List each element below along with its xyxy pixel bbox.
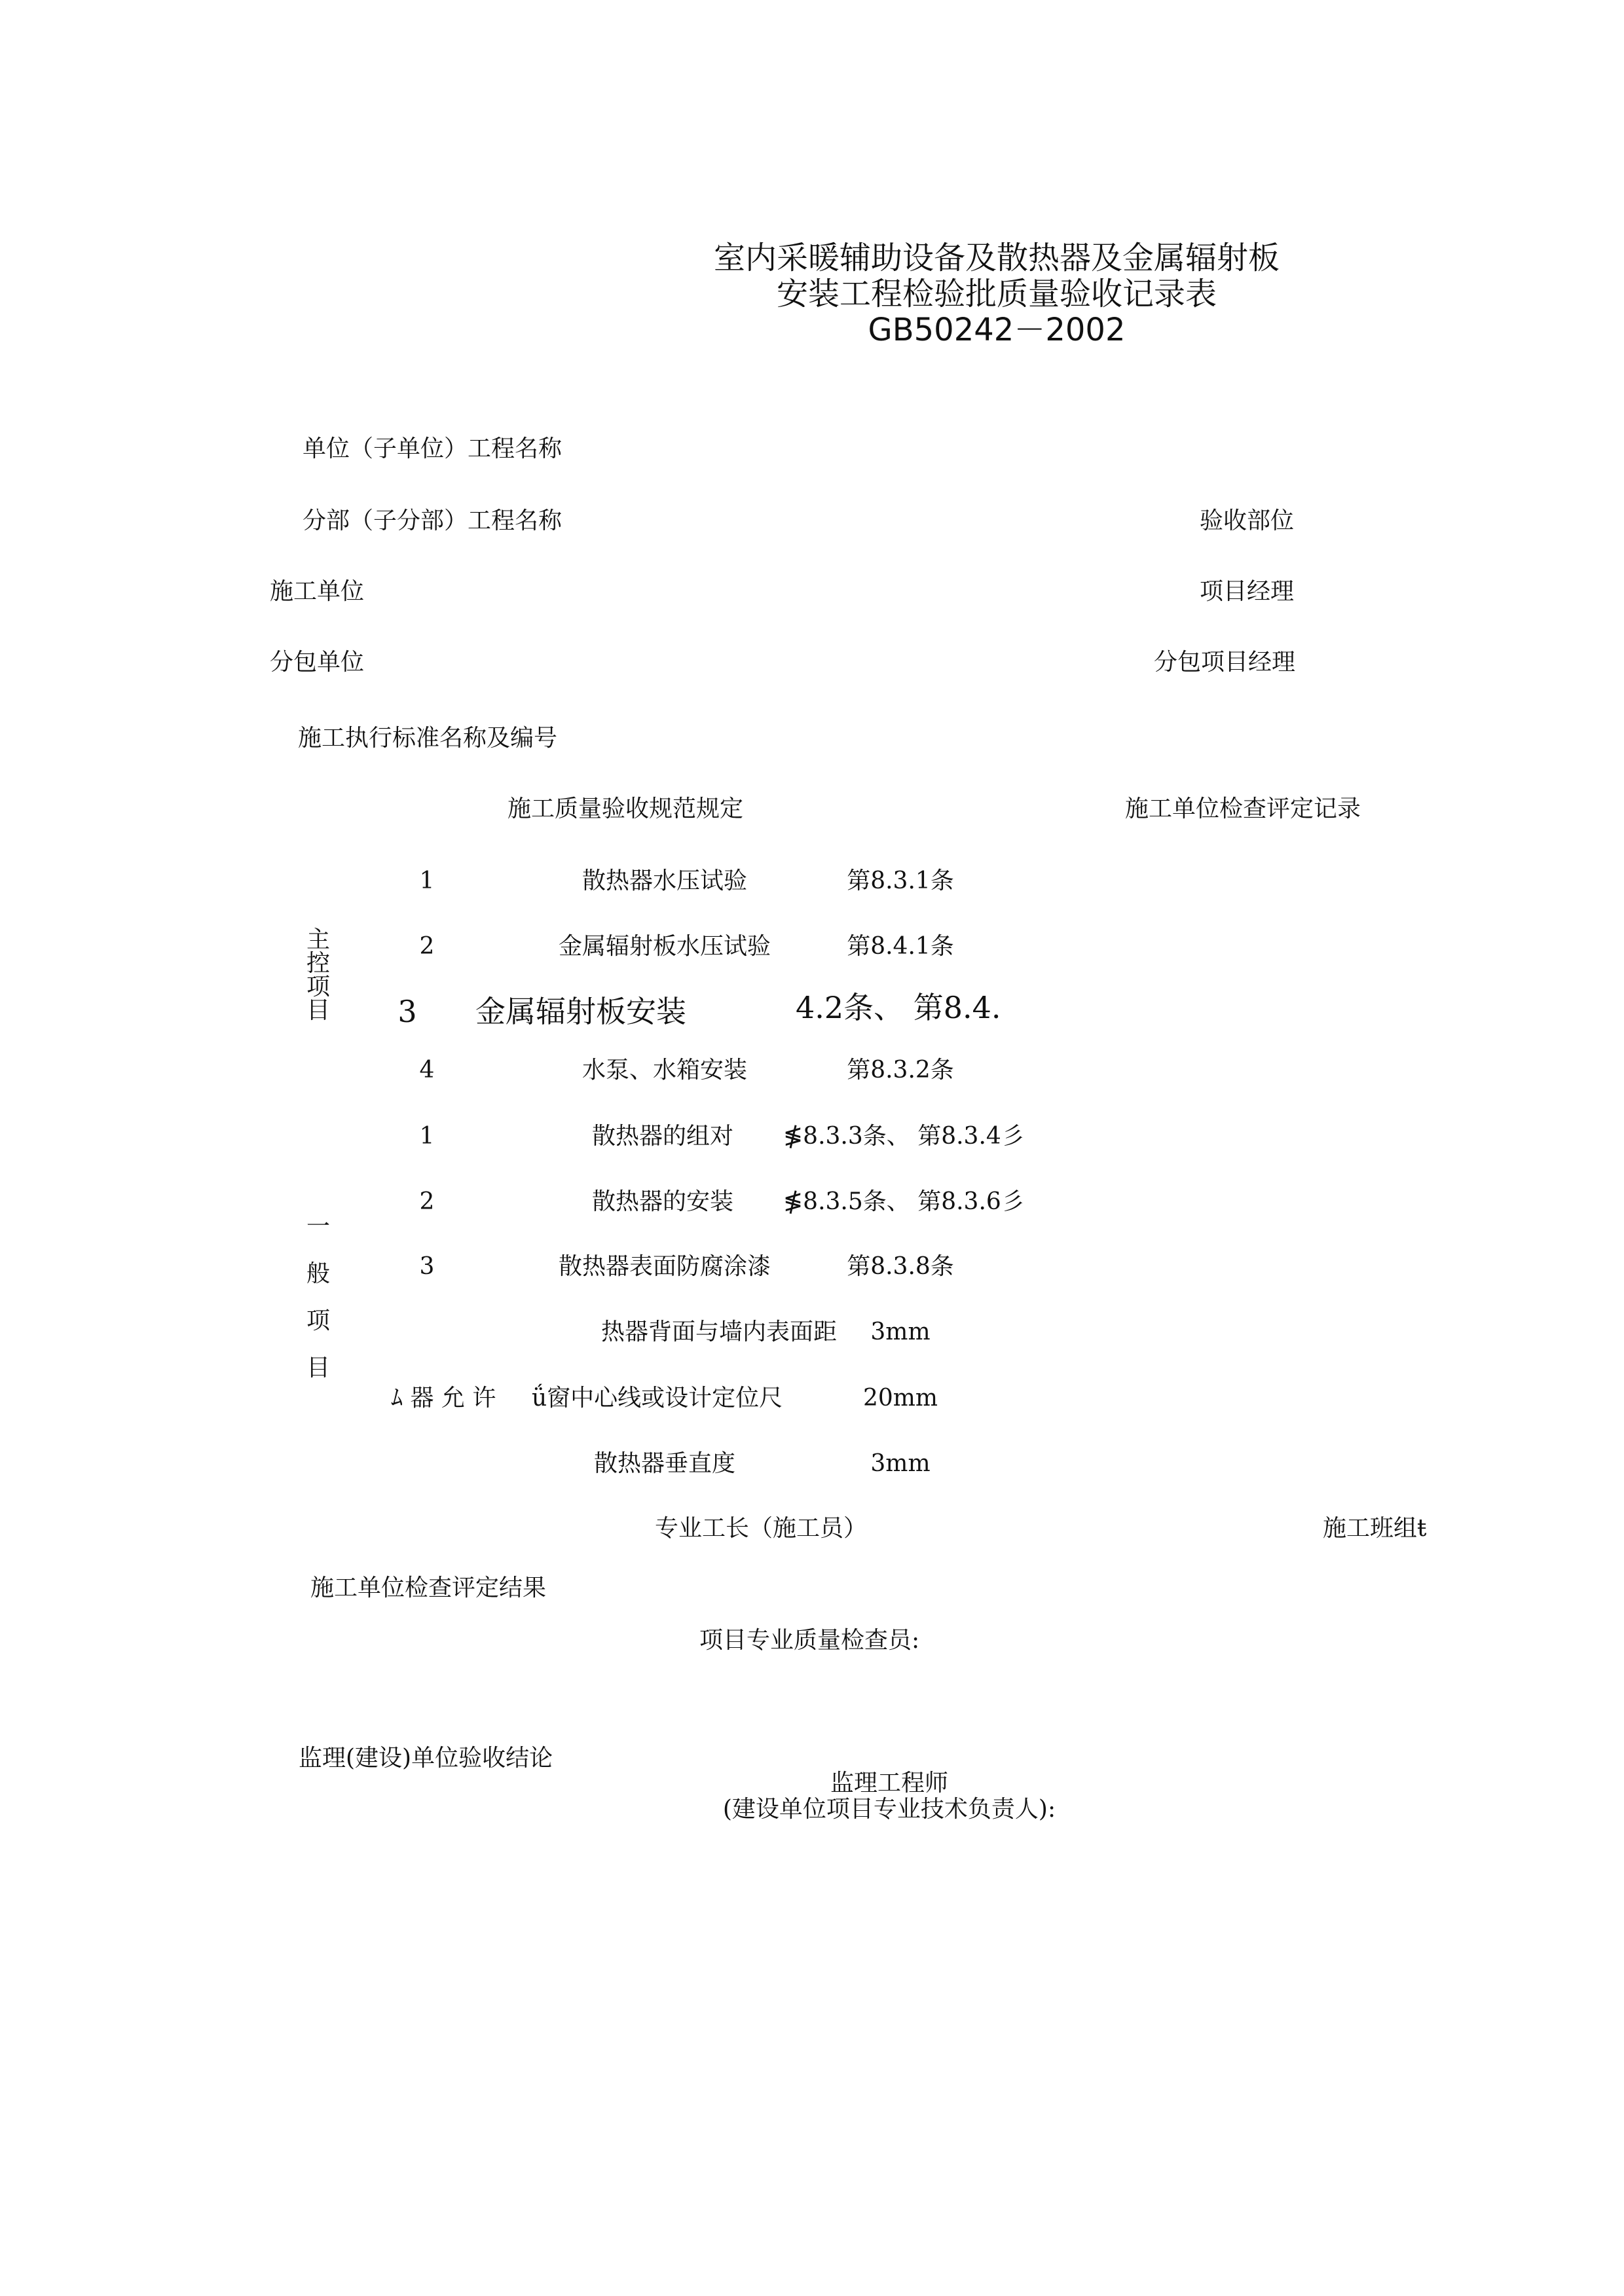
main-item-clause: 第8.3.2条 <box>847 1057 954 1084</box>
general-item-clause: ≸8.3.5条、 第8.3.6彡 <box>783 1188 1025 1215</box>
tolerance-item-value: 3mm <box>870 1319 931 1345</box>
main-item-name: 散热器水压试验 <box>581 867 748 894</box>
main-item-clause: 第8.4.1条 <box>847 933 954 960</box>
general-item-clause: 第8.3.8条 <box>847 1253 954 1280</box>
spec-column-header: 施工质量验收规范规定 <box>507 795 744 822</box>
main-control-label: 主 控 项 目 <box>306 926 330 1024</box>
tolerance-item-name: 散热器垂直度 <box>593 1450 736 1477</box>
main-item-name: 金属辐射板水压试验 <box>558 933 771 960</box>
supervising-engineer-label: 监理工程师 <box>830 1770 949 1796</box>
team-leader-label: 施工班组ŧ <box>1323 1515 1427 1542</box>
unit-project-label: 单位（子单位）工程名称 <box>303 435 563 462</box>
main-item-name: 金属辐射板安装 <box>475 994 686 1029</box>
tolerance-item-name: 热器背面与墙内表面距 <box>600 1319 838 1345</box>
general-item-name: 散热器表面防腐涂漆 <box>558 1253 771 1280</box>
main-item-no: 1 <box>419 867 435 894</box>
tolerance-item-name: ǘ窗中心线或设计定位尺 <box>532 1385 783 1412</box>
standard-name-label: 施工执行标准名称及编号 <box>298 725 558 752</box>
main-item-no: 2 <box>419 933 435 960</box>
sub-project-label: 分部（子分部）工程名称 <box>303 507 563 534</box>
main-item-clause: 4.2条、 第8.4. <box>796 990 1001 1025</box>
main-item-name: 水泵、水箱安装 <box>581 1057 748 1084</box>
main-item-clause: 第8.3.1条 <box>847 867 954 894</box>
foreman-label: 专业工长（施工员） <box>655 1515 868 1542</box>
general-items-label: 一 般 项 目 <box>306 1213 330 1381</box>
owner-tech-lead-label: (建设单位项目专业技术负责人): <box>722 1796 1056 1823</box>
record-column-header: 施工单位检查评定记录 <box>1125 795 1361 822</box>
check-result-label: 施工单位检查评定结果 <box>310 1575 547 1601</box>
quality-inspector-label: 项目专业质量检查员: <box>699 1627 920 1654</box>
general-item-no: 2 <box>419 1188 435 1215</box>
general-item-name: 散热器的组对 <box>591 1123 734 1150</box>
tolerance-group-label: ﾑ 器 允 许 <box>391 1385 496 1412</box>
subcontract-manager-label: 分包项目经理 <box>1154 649 1296 676</box>
general-item-clause: ≸8.3.3条、 第8.3.4彡 <box>783 1123 1025 1150</box>
general-item-name: 散热器的安装 <box>591 1188 734 1215</box>
project-manager-label: 项目经理 <box>1200 578 1295 605</box>
main-item-no: 3 <box>397 994 417 1029</box>
supervision-conclusion-label: 监理(建设)单位验收结论 <box>299 1745 553 1772</box>
general-item-no: 1 <box>419 1123 435 1150</box>
acceptance-part-label: 验收部位 <box>1200 507 1295 534</box>
tolerance-item-value: 20mm <box>862 1385 938 1412</box>
main-item-no: 4 <box>419 1057 435 1084</box>
doc-title-line1: 室内采暖辅助设备及散热器及金属辐射板 <box>713 240 1280 276</box>
general-item-no: 3 <box>419 1253 435 1280</box>
tolerance-item-value: 3mm <box>870 1450 931 1477</box>
construction-unit-label: 施工单位 <box>270 578 365 605</box>
subcontract-unit-label: 分包单位 <box>270 649 365 676</box>
doc-standard-code: GB50242－2002 <box>868 312 1126 348</box>
doc-title-line2: 安装工程检验批质量验收记录表 <box>776 276 1217 312</box>
